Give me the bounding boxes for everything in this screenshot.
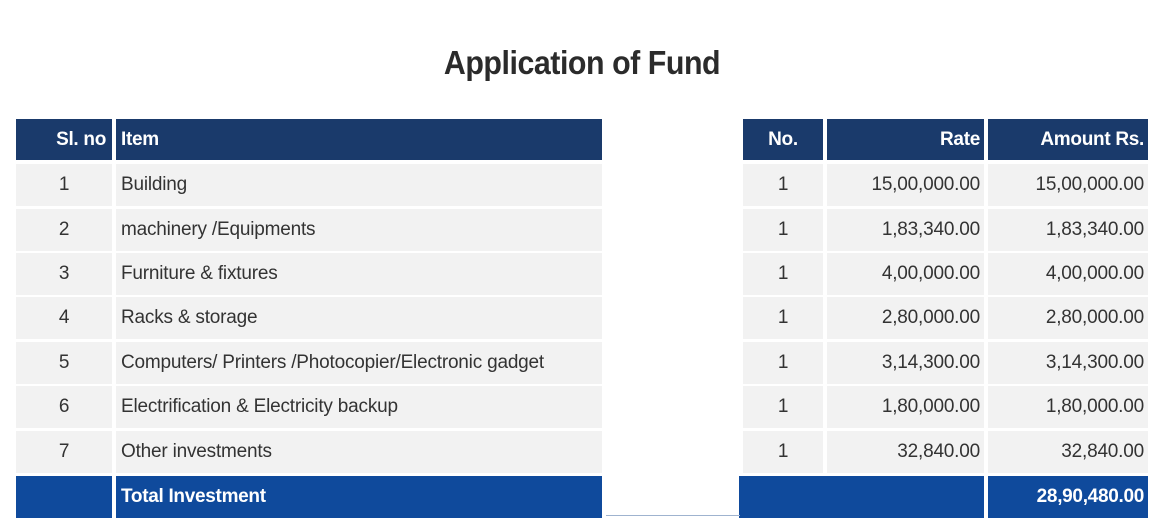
row-sl: 2 bbox=[16, 209, 112, 251]
row-rate: 32,840.00 bbox=[827, 431, 984, 473]
row-amount: 1,83,340.00 bbox=[988, 209, 1148, 251]
row-sl: 6 bbox=[16, 386, 112, 428]
row-no: 1 bbox=[743, 431, 823, 473]
header-no: No. bbox=[743, 119, 823, 160]
header-item: Item bbox=[116, 119, 602, 160]
divider bbox=[606, 515, 740, 516]
row-item: Computers/ Printers /Photocopier/Electronic gadget bbox=[116, 342, 602, 384]
row-amount: 1,80,000.00 bbox=[988, 386, 1148, 428]
row-rate: 4,00,000.00 bbox=[827, 253, 984, 295]
total-amount: 28,90,480.00 bbox=[988, 476, 1148, 518]
row-sl: 7 bbox=[16, 431, 112, 473]
row-no: 1 bbox=[743, 297, 823, 339]
total-no-rate-blank bbox=[739, 476, 984, 518]
row-amount: 15,00,000.00 bbox=[988, 164, 1148, 206]
row-no: 1 bbox=[743, 386, 823, 428]
row-rate: 1,80,000.00 bbox=[827, 386, 984, 428]
total-sl-blank bbox=[16, 476, 112, 518]
header-rate: Rate bbox=[827, 119, 984, 160]
row-sl: 5 bbox=[16, 342, 112, 384]
row-item: Building bbox=[116, 164, 602, 206]
row-no: 1 bbox=[743, 209, 823, 251]
row-amount: 2,80,000.00 bbox=[988, 297, 1148, 339]
total-label: Total Investment bbox=[116, 476, 602, 518]
row-rate: 3,14,300.00 bbox=[827, 342, 984, 384]
row-item: Racks & storage bbox=[116, 297, 602, 339]
row-sl: 1 bbox=[16, 164, 112, 206]
row-sl: 3 bbox=[16, 253, 112, 295]
row-no: 1 bbox=[743, 253, 823, 295]
page-title: Application of Fund bbox=[443, 44, 721, 81]
row-no: 1 bbox=[743, 164, 823, 206]
row-item: Electrification & Electricity backup bbox=[116, 386, 602, 428]
row-rate: 15,00,000.00 bbox=[827, 164, 984, 206]
row-sl: 4 bbox=[16, 297, 112, 339]
header-sl-no: Sl. no bbox=[16, 119, 112, 160]
header-amount: Amount Rs. bbox=[988, 119, 1148, 160]
row-rate: 2,80,000.00 bbox=[827, 297, 984, 339]
row-item: machinery /Equipments bbox=[116, 209, 602, 251]
row-rate: 1,83,340.00 bbox=[827, 209, 984, 251]
row-amount: 32,840.00 bbox=[988, 431, 1148, 473]
row-amount: 3,14,300.00 bbox=[988, 342, 1148, 384]
row-item: Furniture & fixtures bbox=[116, 253, 602, 295]
total-gap bbox=[606, 476, 739, 518]
row-amount: 4,00,000.00 bbox=[988, 253, 1148, 295]
row-no: 1 bbox=[743, 342, 823, 384]
row-item: Other investments bbox=[116, 431, 602, 473]
